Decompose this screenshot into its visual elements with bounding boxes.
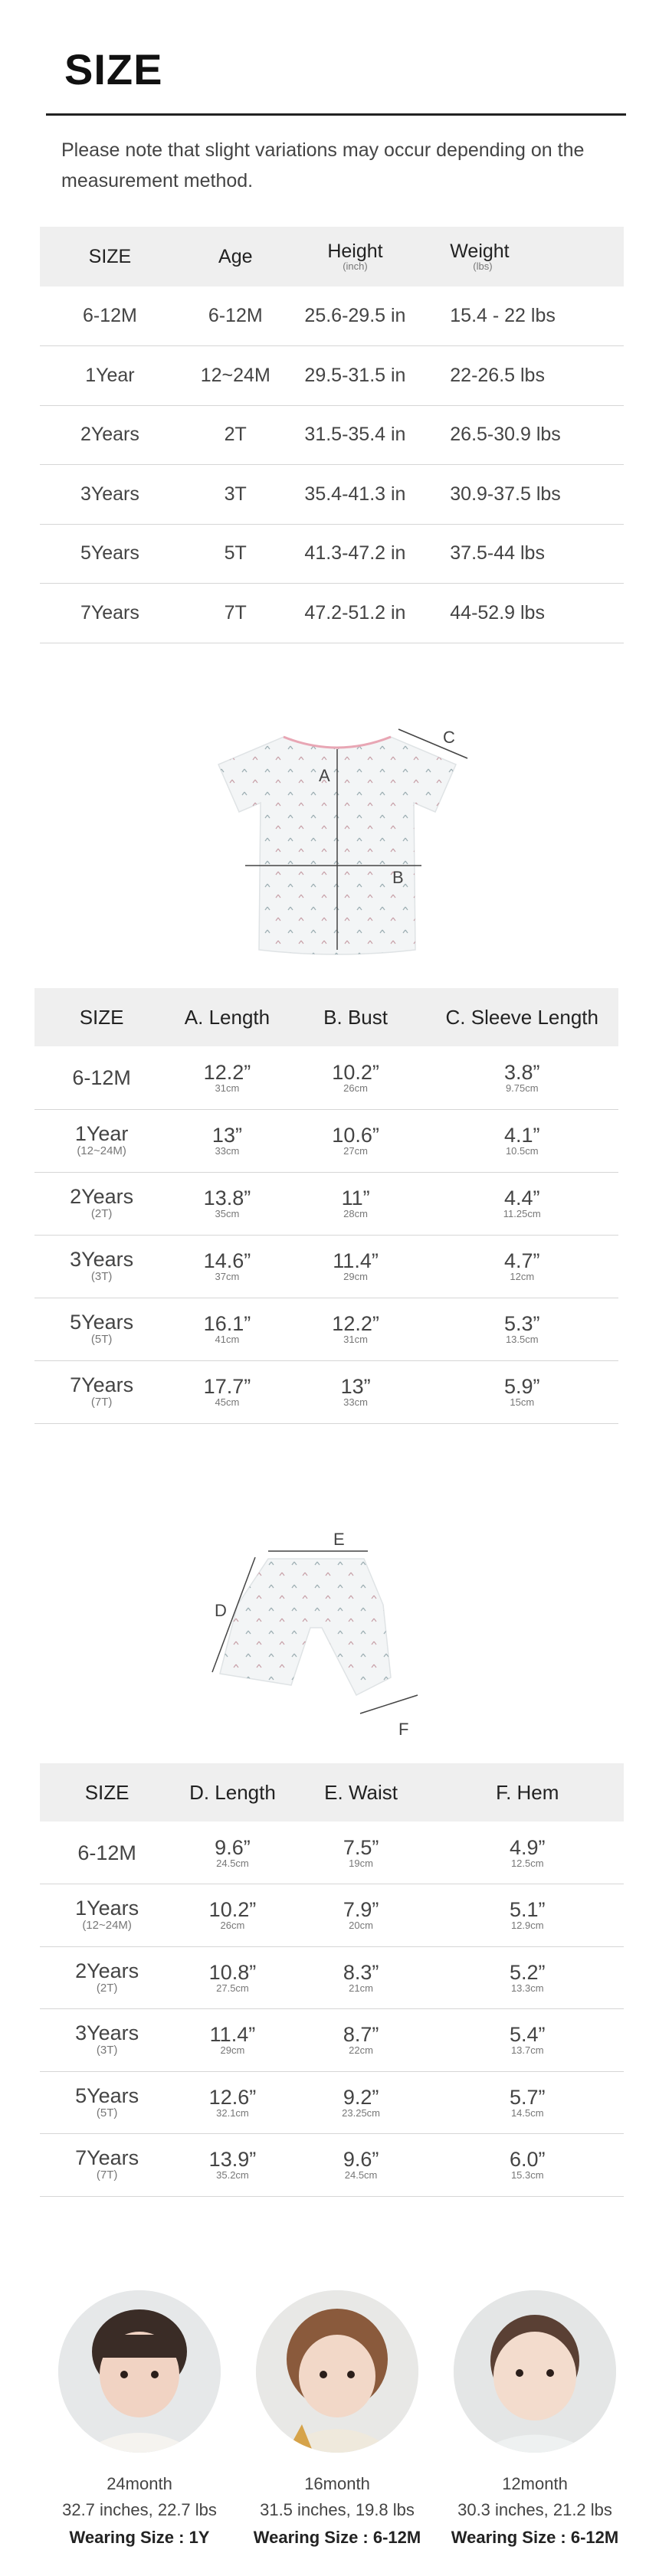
size-chart-table <box>40 227 624 643</box>
table-row: 2Years 2T 31.5-35.4 in 26.5-30.9 lbs <box>40 405 624 465</box>
label-f: F <box>398 1720 409 1739</box>
table-row: 5Years (5T) 16.1” 41cm 12.2” 31cm 5.3” 13.5cm <box>34 1298 618 1360</box>
model-measurements: 31.5 inches, 19.8 lbs <box>260 2500 415 2519</box>
header-weight: Weight (lbs) <box>450 241 510 272</box>
table-row: 7Years (7T) 17.7” 45cm 13” 33cm 5.9” 15cm <box>34 1360 618 1423</box>
table-row: 3Years 3T 35.4-41.3 in 30.9-37.5 lbs <box>40 465 624 525</box>
child-portrait-icon <box>256 2290 418 2453</box>
table-row: 3Years (3T) 11.4” 29cm 8.7” 22cm 5.4” 13.7cm <box>40 2009 624 2072</box>
model-card <box>443 2290 627 2552</box>
header-hem: F. Hem <box>496 1780 559 1804</box>
model-wearing-size: Wearing Size : 1Y <box>69 2528 210 2547</box>
label-a: A <box>319 766 330 785</box>
header-height: Height (inch) <box>327 241 383 272</box>
header-length: D. Length <box>189 1780 276 1804</box>
model-measurements: 32.7 inches, 22.7 lbs <box>62 2500 217 2519</box>
table-row: 6-12M 12.2” 31cm 10.2” 26cm 3.8” 9.75cm <box>34 1046 618 1109</box>
table-row: 6-12M 6-12M 25.6-29.5 in 15.4 - 22 lbs <box>40 286 624 346</box>
model-wearing-size: Wearing Size : 6-12M <box>451 2528 619 2547</box>
model-card <box>48 2290 231 2552</box>
title-divider <box>46 113 626 116</box>
table-row: 7Years 7T 47.2-51.2 in 44-52.9 lbs <box>40 584 624 643</box>
table-row: 1Years (12~24M) 10.2” 26cm 7.9” 20cm 5.1” 12.9cm <box>40 1884 624 1947</box>
table-header-row <box>40 1763 624 1822</box>
model-age: 12month <box>502 2474 568 2493</box>
table-row: 2Years (2T) 13.8” 35cm 11” 28cm 4.4” 11.25cm <box>34 1172 618 1235</box>
shorts-diagram <box>195 1513 448 1746</box>
label-b: B <box>392 868 404 887</box>
top-garment-diagram <box>192 720 483 973</box>
table-row: 2Years (2T) 10.8” 27.5cm 8.3” 21cm 5.2” 13.3cm <box>40 1946 624 2009</box>
table-row: 5Years (5T) 12.6” 32.1cm 9.2” 23.25cm 5.7” 14.5cm <box>40 2071 624 2134</box>
table-row: 3Years (3T) 14.6” 37cm 11.4” 29cm 4.7” 12cm <box>34 1235 618 1298</box>
header-size: SIZE <box>79 1005 124 1029</box>
model-card <box>245 2290 429 2552</box>
model-wearing-size: Wearing Size : 6-12M <box>253 2528 421 2547</box>
header-sleeve-length: C. Sleeve Length <box>445 1005 598 1029</box>
table-row: 1Year (12~24M) 13” 33cm 10.6” 27cm 4.1” 10.5cm <box>34 1109 618 1172</box>
child-portrait-icon <box>58 2290 221 2453</box>
header-waist: E. Waist <box>324 1780 398 1804</box>
top-measurements-table <box>34 988 618 1424</box>
table-row: 1Year 12~24M 29.5-31.5 in 22-26.5 lbs <box>40 346 624 406</box>
model-photo <box>58 2290 221 2453</box>
child-portrait-icon <box>454 2290 616 2453</box>
bottom-measurements-table <box>40 1763 624 2197</box>
measurement-note: Please note that slight variations may occur depending on the measurement method. <box>61 139 585 191</box>
header-size: SIZE <box>84 1780 130 1804</box>
label-d: D <box>215 1601 227 1620</box>
model-photo <box>256 2290 418 2453</box>
label-e: E <box>333 1530 345 1549</box>
table-header-row <box>40 227 624 286</box>
model-photo <box>454 2290 616 2453</box>
header-bust: B. Bust <box>323 1005 388 1029</box>
table-row: 7Years (7T) 13.9” 35.2cm 9.6” 24.5cm 6.0” 15.3cm <box>40 2134 624 2197</box>
model-measurements: 30.3 inches, 21.2 lbs <box>457 2500 612 2519</box>
model-age: 24month <box>107 2474 172 2493</box>
header-size: SIZE <box>88 246 132 267</box>
model-age: 16month <box>304 2474 370 2493</box>
header-age: Age <box>218 246 253 267</box>
label-c: C <box>443 728 455 747</box>
table-row: 6-12M 9.6” 24.5cm 7.5” 19cm 4.9” 12.5cm <box>40 1822 624 1884</box>
page-title: SIZE <box>64 45 163 93</box>
header-length: A. Length <box>184 1005 270 1029</box>
table-row: 5Years 5T 41.3-47.2 in 37.5-44 lbs <box>40 524 624 584</box>
table-header-row <box>34 988 618 1046</box>
